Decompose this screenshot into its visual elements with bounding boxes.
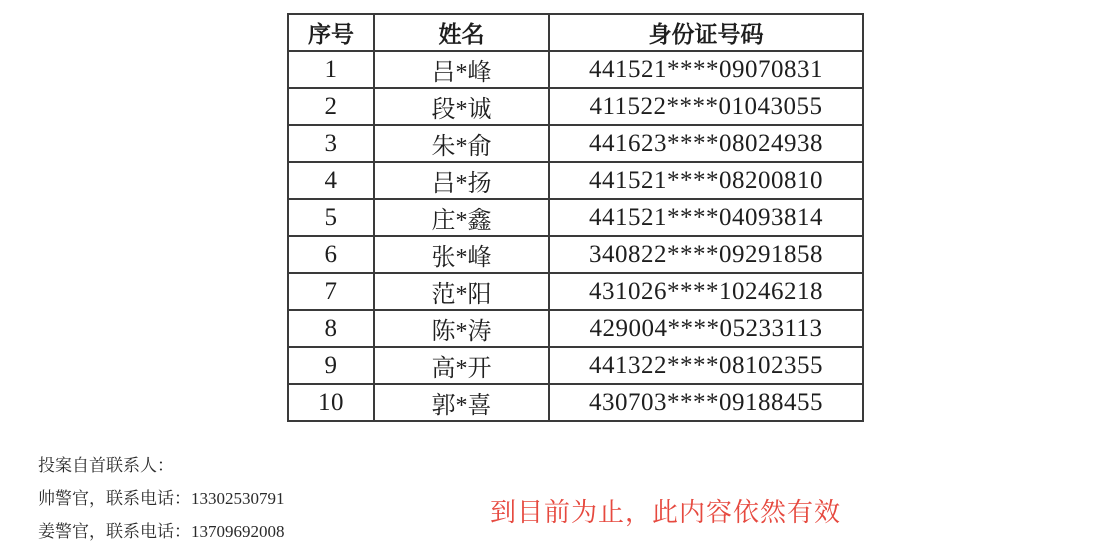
table-row	[288, 88, 863, 125]
table-row	[288, 310, 863, 347]
serial-cell: 10	[288, 384, 374, 421]
header-name: 姓名	[374, 14, 549, 51]
table-row	[288, 347, 863, 384]
serial-cell: 7	[288, 273, 374, 310]
id-cell: 340822****09291858	[549, 236, 863, 273]
id-cell: 429004****05233113	[549, 310, 863, 347]
serial-cell: 5	[288, 199, 374, 236]
id-cell: 430703****09188455	[549, 384, 863, 421]
name-cell: 高*开	[374, 347, 549, 384]
header-id-number: 身份证号码	[549, 14, 863, 51]
contact-title: 投案自首联系人：	[38, 456, 174, 475]
name-cell: 陈*涛	[374, 310, 549, 347]
serial-cell: 3	[288, 125, 374, 162]
table-row	[288, 236, 863, 273]
suspects-id-table	[287, 13, 864, 422]
id-cell: 441623****08024938	[549, 125, 863, 162]
contact-officer-2: 姜警官，联系电话：13709692008	[38, 522, 285, 541]
id-cell: 411522****01043055	[549, 88, 863, 125]
contact-officer-1: 帅警官，联系电话：13302530791	[38, 489, 285, 508]
id-cell: 441521****04093814	[549, 199, 863, 236]
table-row	[288, 51, 863, 88]
table-row	[288, 199, 863, 236]
serial-cell: 8	[288, 310, 374, 347]
id-cell: 441521****09070831	[549, 51, 863, 88]
name-cell: 段*诚	[374, 88, 549, 125]
table-header-row	[288, 14, 863, 51]
name-cell: 吕*扬	[374, 162, 549, 199]
serial-cell: 6	[288, 236, 374, 273]
name-cell: 庄*鑫	[374, 199, 549, 236]
name-cell: 朱*俞	[374, 125, 549, 162]
table-row	[288, 273, 863, 310]
name-cell: 张*峰	[374, 236, 549, 273]
name-cell: 郭*喜	[374, 384, 549, 421]
serial-cell: 1	[288, 51, 374, 88]
serial-cell: 2	[288, 88, 374, 125]
id-cell: 441322****08102355	[549, 347, 863, 384]
table-row	[288, 162, 863, 199]
header-serial: 序号	[288, 14, 374, 51]
id-cell: 441521****08200810	[549, 162, 863, 199]
surrender-contact-block	[38, 449, 285, 548]
table-row	[288, 384, 863, 421]
id-cell: 431026****10246218	[549, 273, 863, 310]
validity-notice: 到目前为止，此内容依然有效	[490, 497, 842, 527]
name-cell: 范*阳	[374, 273, 549, 310]
serial-cell: 9	[288, 347, 374, 384]
table-row	[288, 125, 863, 162]
serial-cell: 4	[288, 162, 374, 199]
name-cell: 吕*峰	[374, 51, 549, 88]
